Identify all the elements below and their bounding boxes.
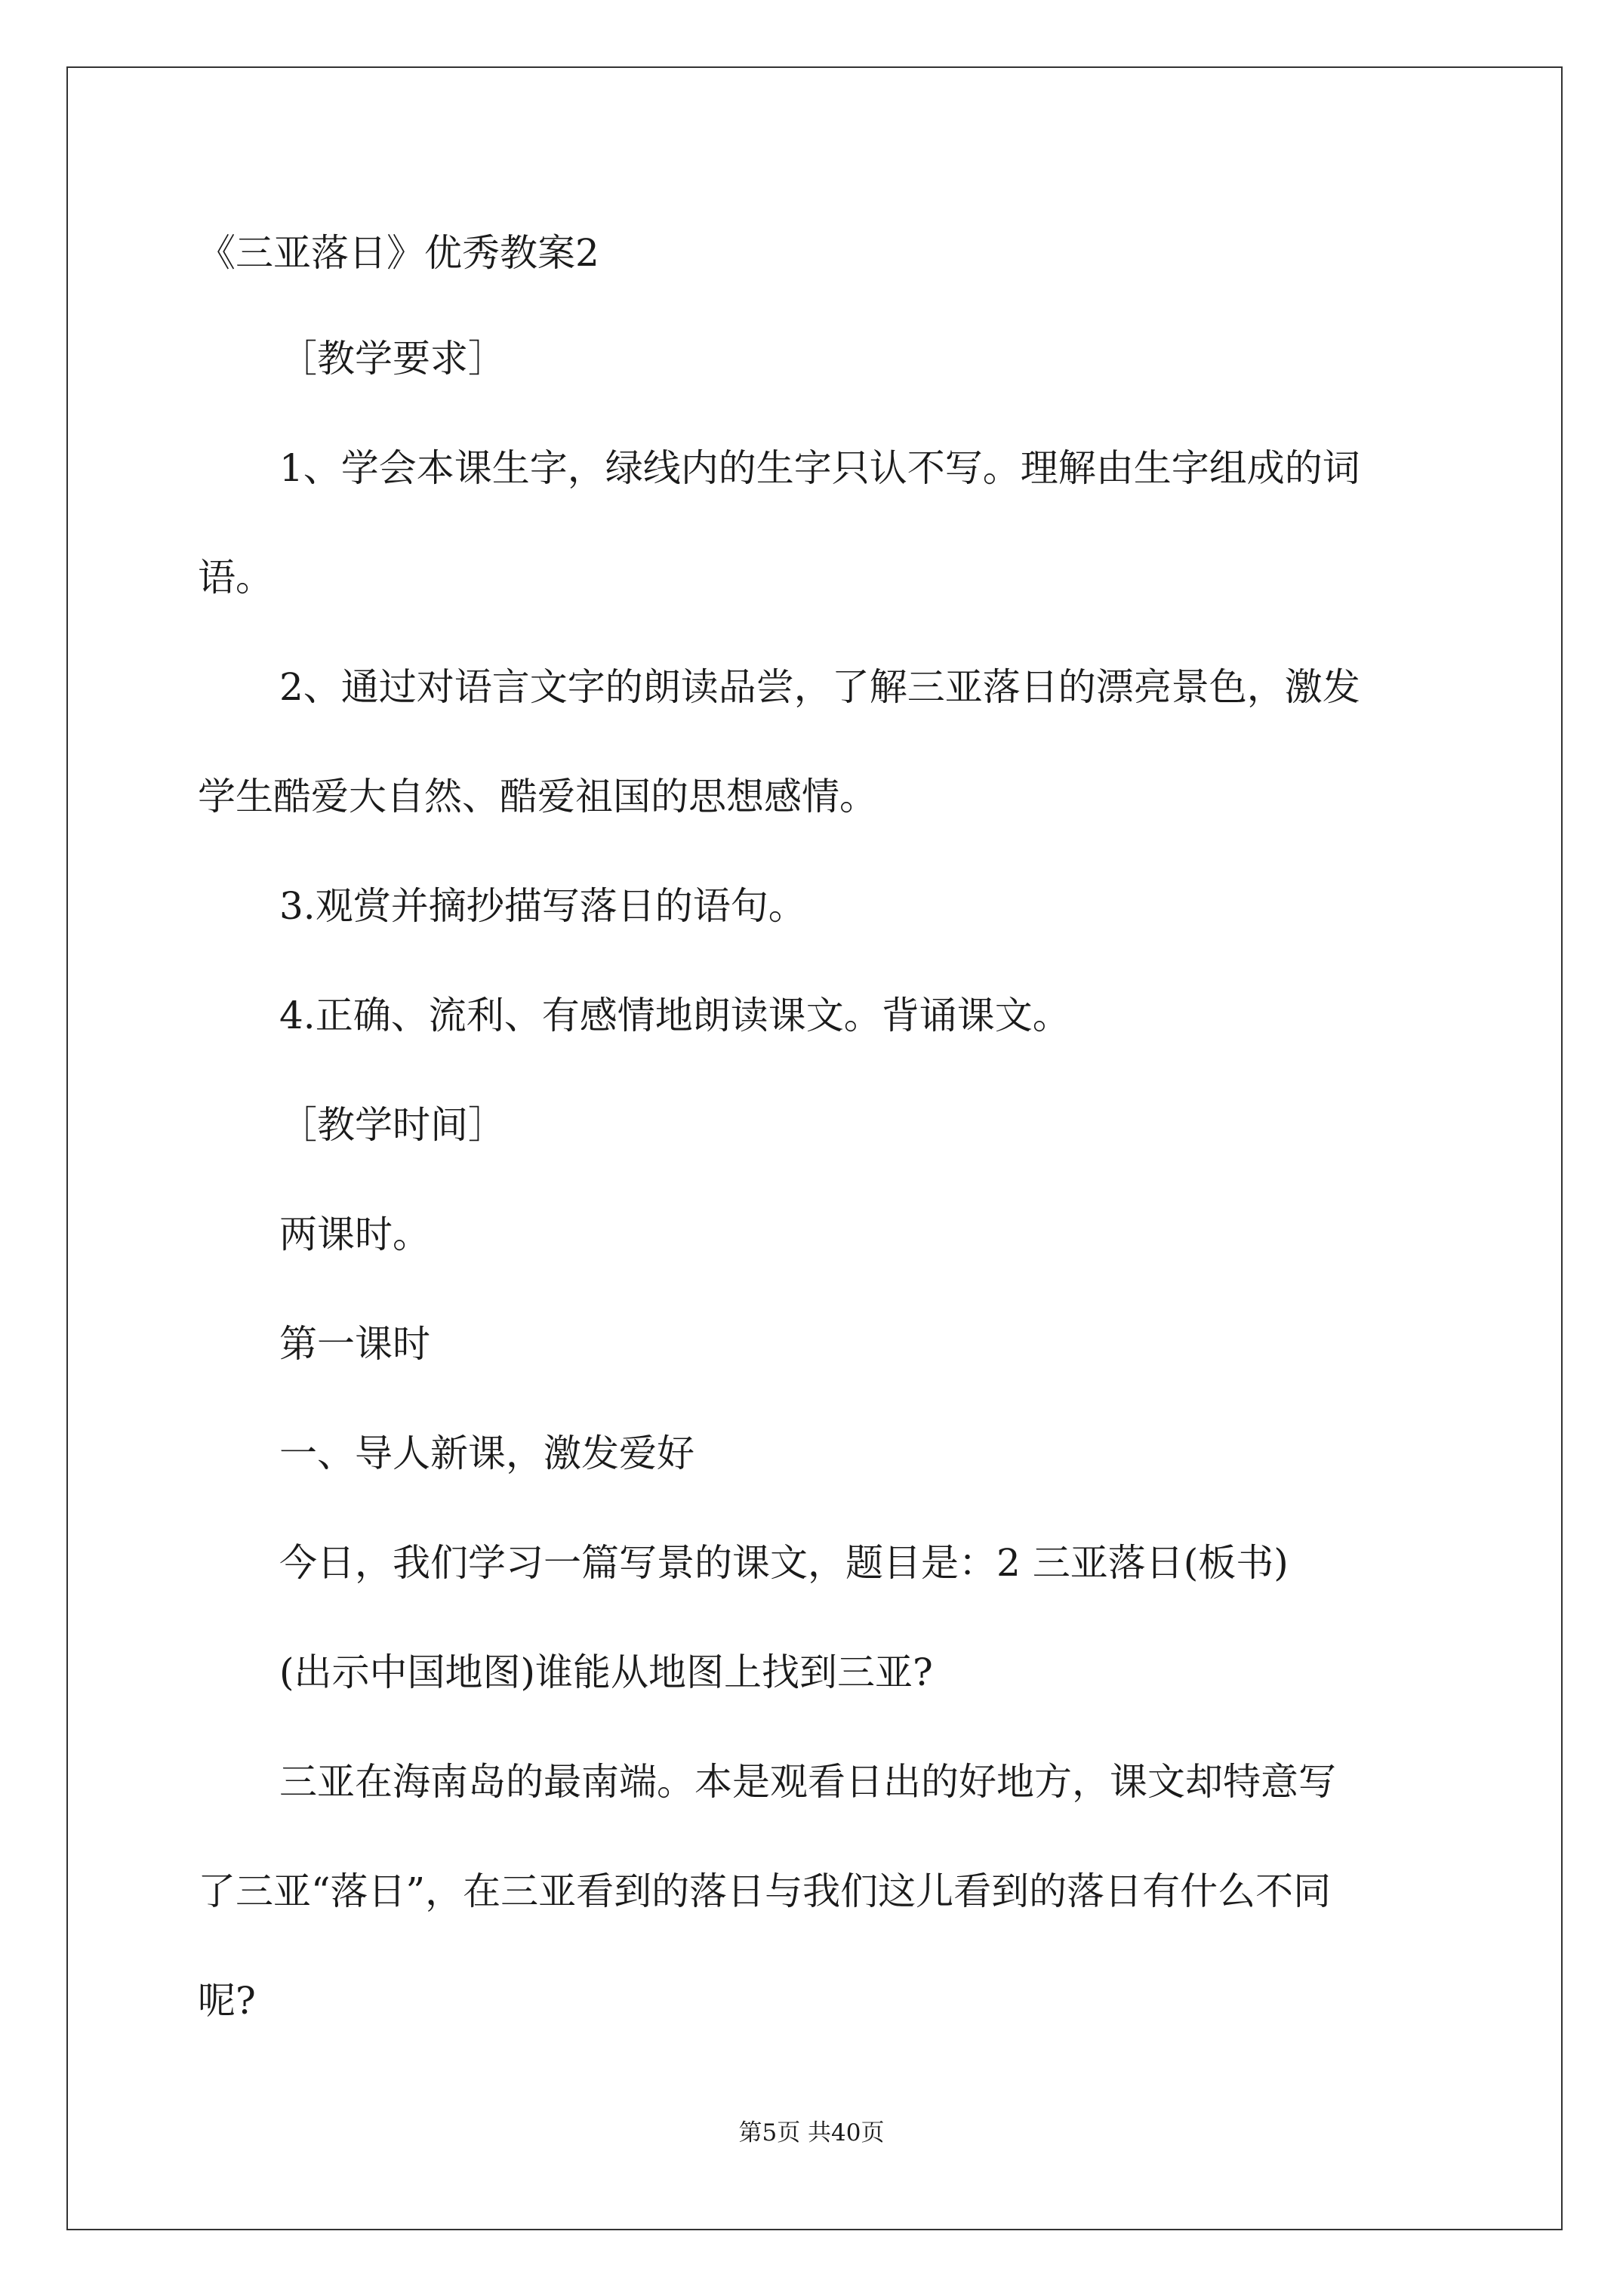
paragraph-line: 今日，我们学习一篇写景的课文，题目是：2 三亚落日(板书) (279, 1541, 1289, 1585)
paragraph-line: 2、通过对语言文字的朗读品尝，了解三亚落日的漂亮景色，激发 (279, 665, 1360, 709)
paragraph-line: 了三亚“落日”，在三亚看到的落日与我们这儿看到的落日有什么不同 (198, 1869, 1332, 1913)
paragraph-line: 4.正确、流利、有感情地朗读课文。背诵课文。 (279, 994, 1070, 1037)
document-title: 《三亚落日》优秀教案2 (198, 231, 599, 275)
lesson-heading: 第一课时 (279, 1322, 430, 1366)
paragraph-line: 语。 (198, 556, 273, 599)
section-heading-time: ［教学时间］ (279, 1103, 506, 1147)
paragraph-line: (出示中国地图)谁能从地图上找到三亚? (279, 1650, 933, 1694)
paragraph-line: 两课时。 (279, 1213, 430, 1256)
step-heading: 一、导人新课，激发爱好 (279, 1432, 694, 1475)
paragraph-line: 学生酷爱大自然、酷爱祖国的思想感情。 (198, 775, 877, 818)
paragraph-line: 三亚在海南岛的最南端。本是观看日出的好地方，课文却特意写 (279, 1760, 1336, 1804)
page-number-footer: 第5页 共40页 (738, 2119, 885, 2147)
paragraph-line: 3.观赏并摘抄描写落日的语句。 (279, 884, 806, 928)
paragraph-line: 呢? (198, 1979, 256, 2023)
section-heading-requirements: ［教学要求］ (279, 337, 506, 381)
paragraph-line: 1、学会本课生字，绿线内的生字只认不写。理解由生字组成的词 (279, 446, 1360, 490)
